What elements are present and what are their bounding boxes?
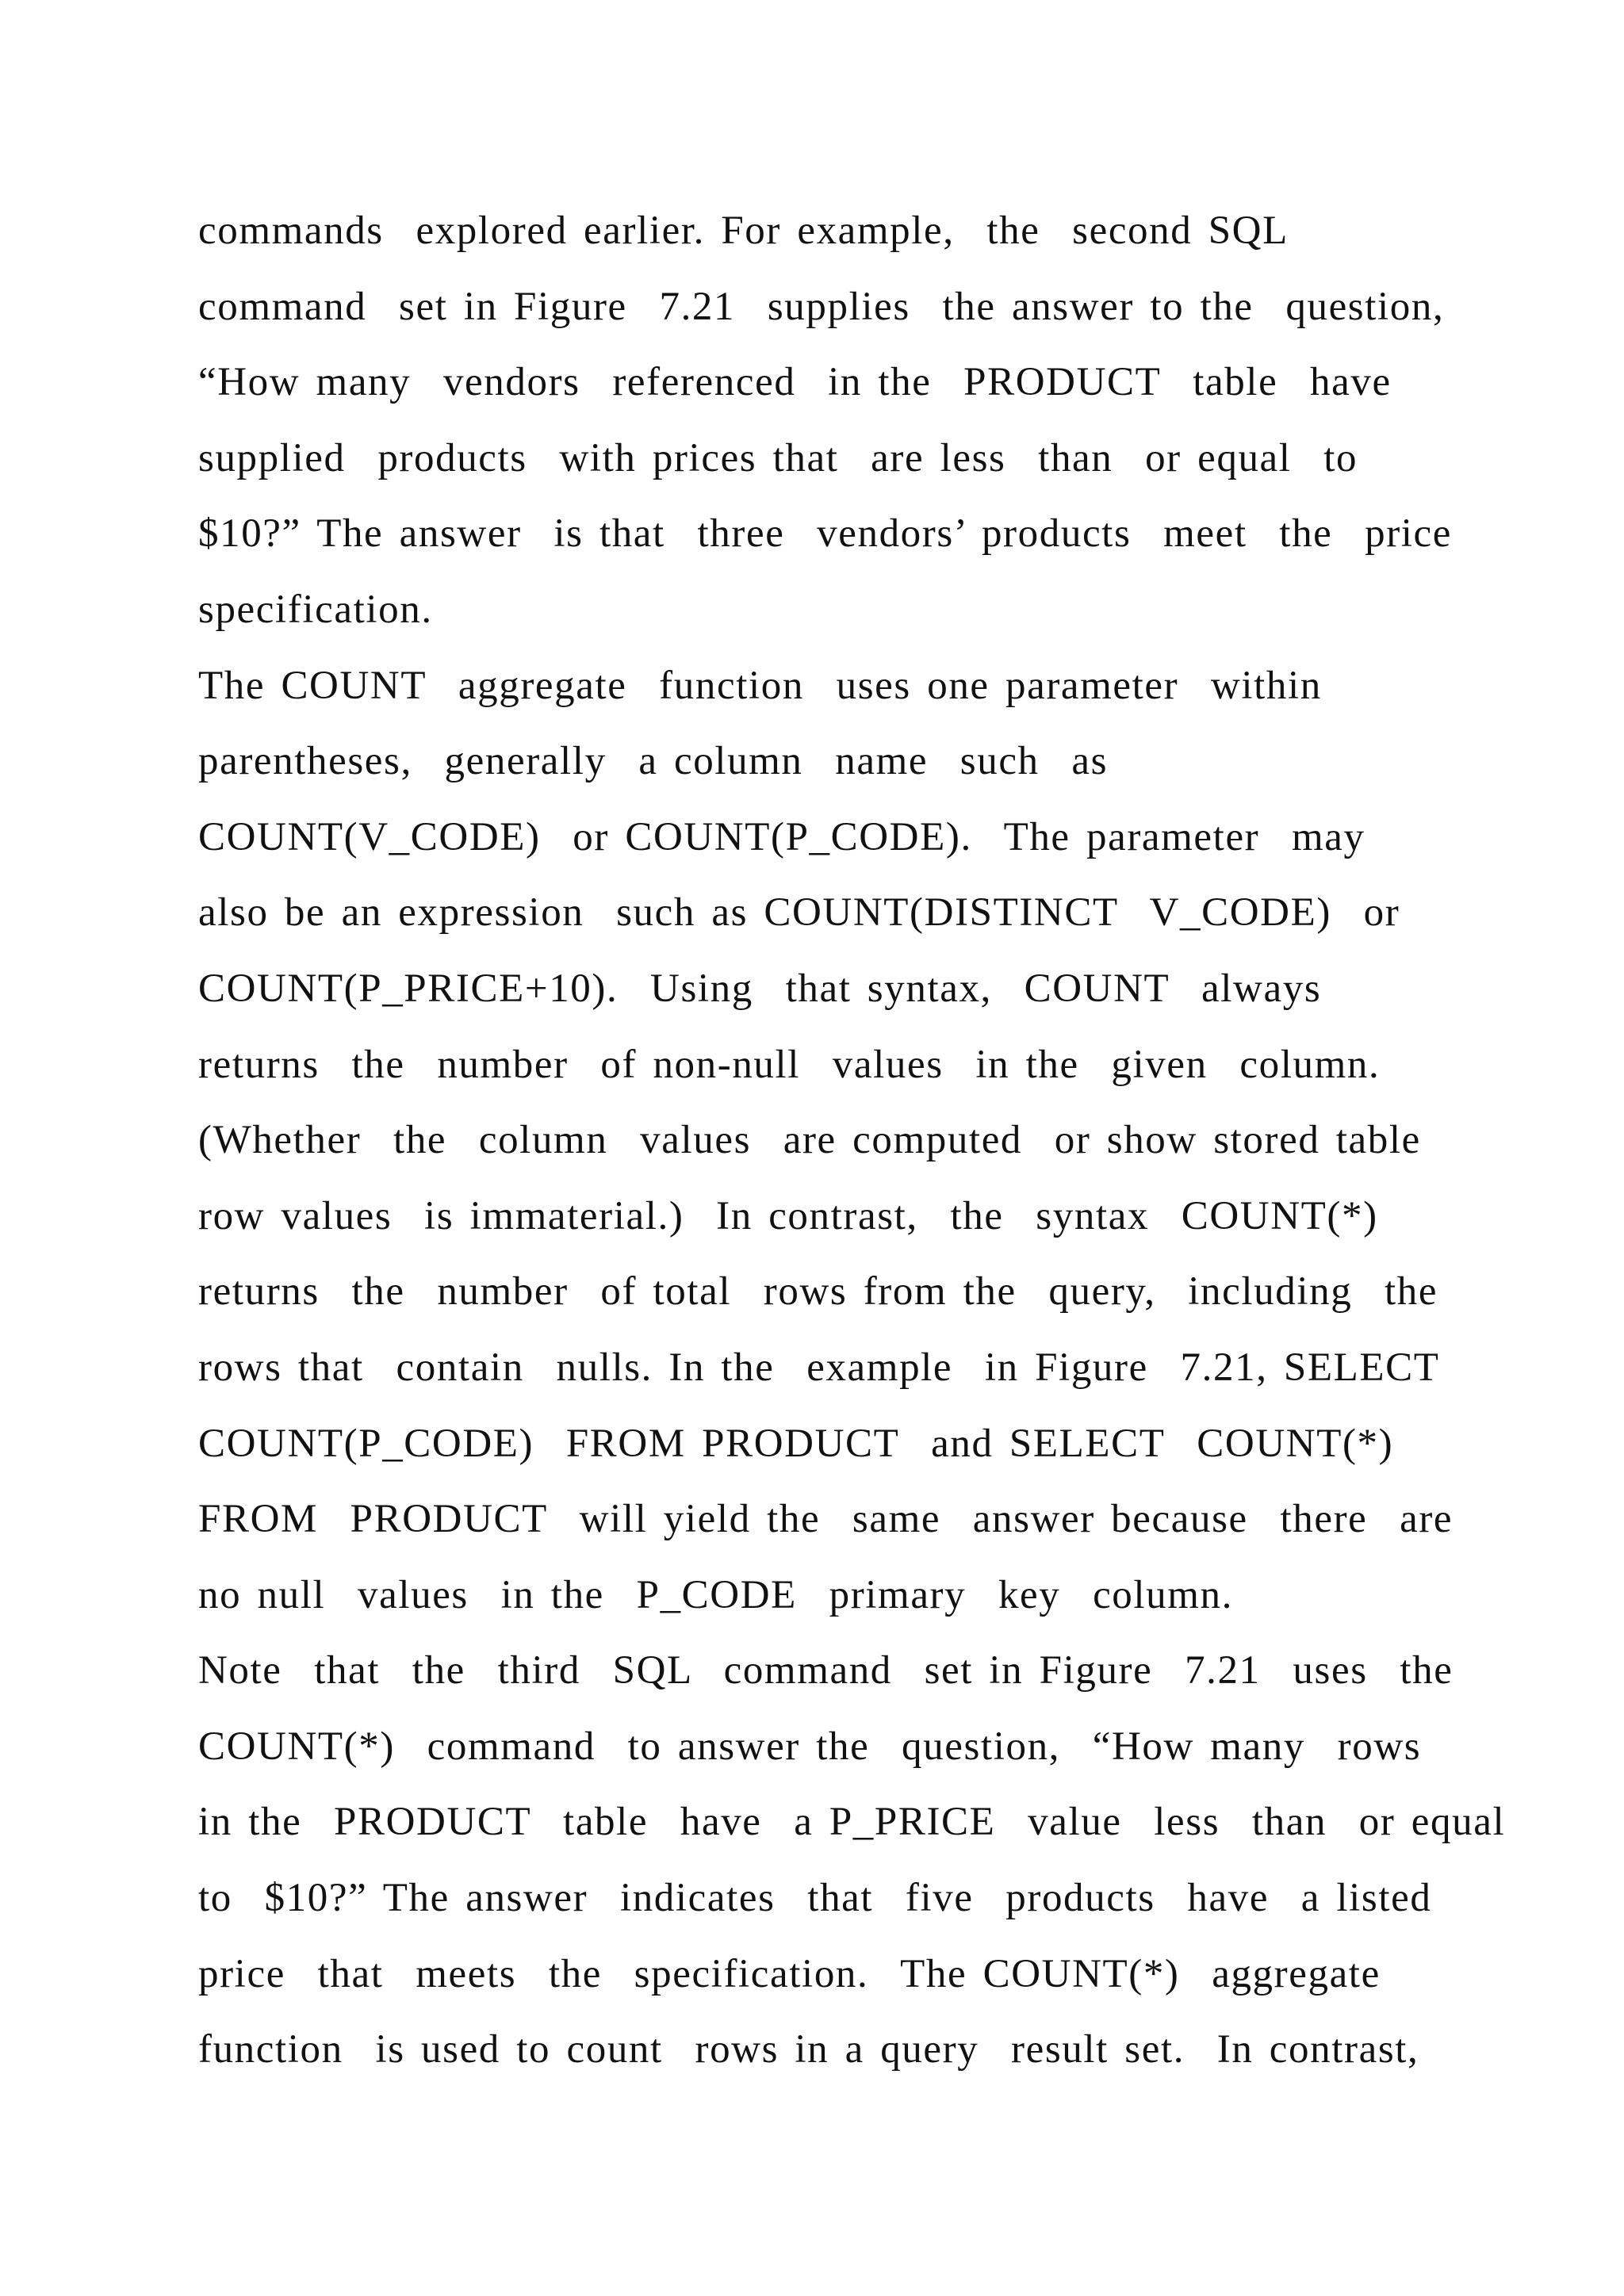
text-line: also be an expression such as COUNT(DISTINCT V_CODE) or bbox=[198, 890, 1400, 936]
text-line: function is used to count rows in a query result set. In contrast, bbox=[198, 2027, 1419, 2072]
text-line: FROM PRODUCT will yield the same answer because there are bbox=[198, 1497, 1454, 1542]
text-line: COUNT(V_CODE) or COUNT(P_CODE). The parameter may bbox=[198, 814, 1365, 859]
text-line: (Whether the column values are computed or show stored table bbox=[198, 1118, 1421, 1163]
text-line: supplied products with prices that are less than or equal to bbox=[198, 435, 1358, 480]
text-line: parentheses, generally a column name such as bbox=[198, 739, 1109, 784]
text-line: COUNT(P_CODE) FROM PRODUCT and SELECT COUNT(*) bbox=[198, 1421, 1394, 1466]
text-line: price that meets the specification. The COUNT(*) aggregate bbox=[198, 1951, 1381, 1996]
text-line: to $10?” The answer indicates that five products have a listed bbox=[198, 1876, 1432, 1921]
text-line: COUNT(P_PRICE+10). Using that syntax, COUNT always bbox=[198, 966, 1322, 1011]
text-line: Note that the third SQL command set in Figure 7.21 uses the bbox=[198, 1648, 1454, 1693]
body-text bbox=[198, 193, 1515, 2088]
text-line: COUNT(*) command to answer the question, “How many rows bbox=[198, 1724, 1422, 1769]
text-line: specification. bbox=[198, 587, 433, 632]
text-line: returns the number of non-null values in the given column. bbox=[198, 1042, 1381, 1087]
text-line: command set in Figure 7.21 supplies the answer to the question, bbox=[198, 284, 1445, 329]
text-line: no null values in the P_CODE primary key column. bbox=[198, 1572, 1234, 1617]
text-line: in the PRODUCT table have a P_PRICE value less than or equal bbox=[198, 1800, 1506, 1845]
text-line: row values is immaterial.) In contrast, the syntax COUNT(*) bbox=[198, 1193, 1378, 1238]
text-line: “How many vendors referenced in the PRODUCT table have bbox=[198, 360, 1392, 405]
text-line: rows that contain nulls. In the example in Figure 7.21, SELECT bbox=[198, 1345, 1440, 1390]
text-line: commands explored earlier. For example, the second SQL bbox=[198, 209, 1289, 253]
text-line: $10?” The answer is that three vendors’ products meet the price bbox=[198, 511, 1453, 557]
text-line: returns the number of total rows from the query, including the bbox=[198, 1269, 1438, 1314]
text-line: The COUNT aggregate function uses one parameter within bbox=[198, 663, 1322, 708]
